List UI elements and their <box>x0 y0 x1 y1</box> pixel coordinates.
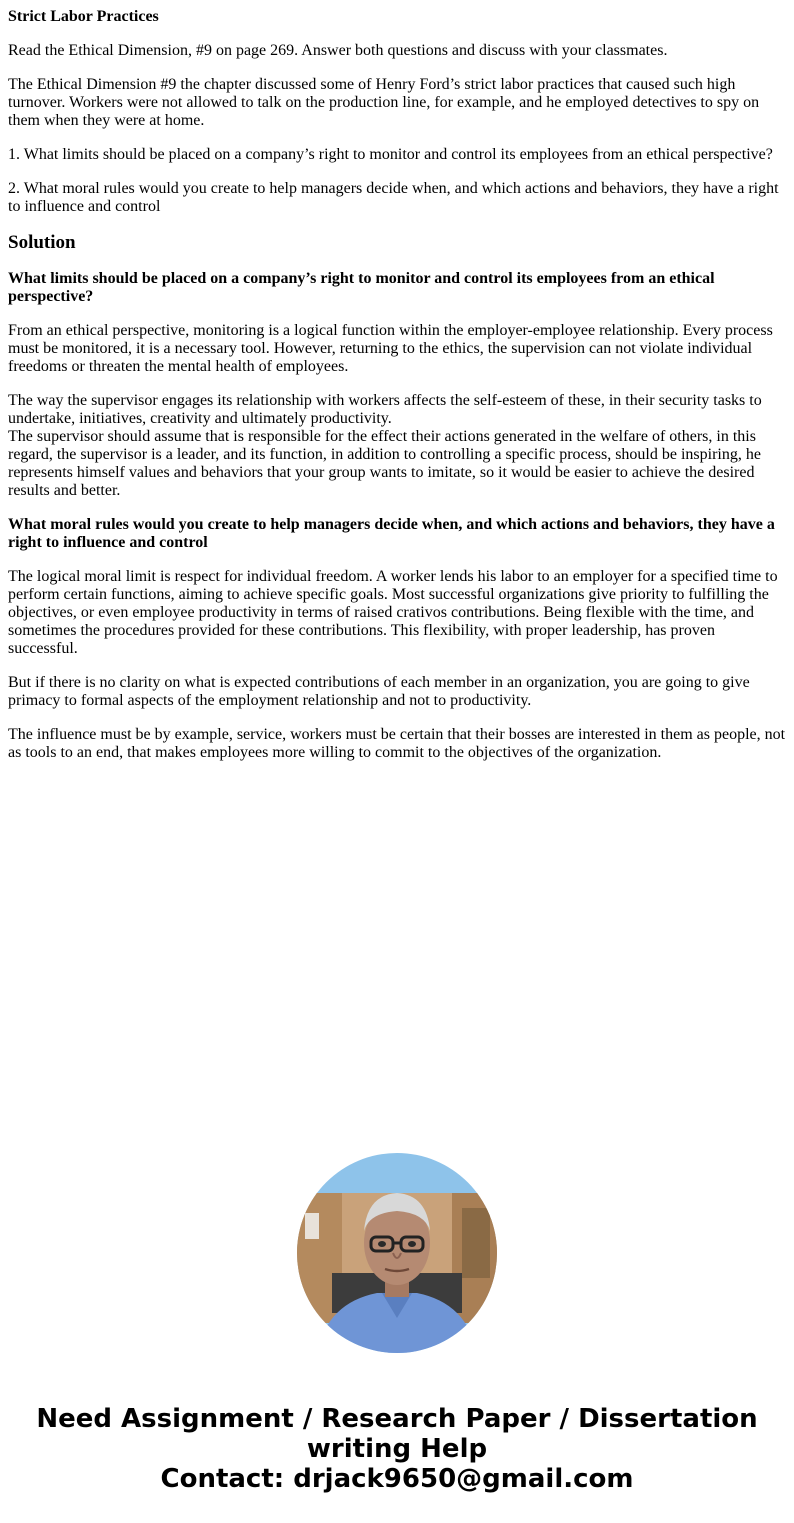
answer-2-paragraph-3: The influence must be by example, service, workers must be certain that their bosses are interested in them as people, not as tools to an end, that makes employees more willing to commit to the objectives of the organization. <box>8 726 786 761</box>
footer-banner <box>0 1404 794 1494</box>
answer-2-paragraph-2: But if there is no clarity on what is expected contributions of each member in an organization, you are going to give primacy to formal aspects of the employment relationship and not to productivity. <box>8 674 750 709</box>
answer-2-heading: What moral rules would you create to help managers decide when, and which actions and behaviors, they have a right to influence and control <box>8 516 775 551</box>
author-portrait-icon <box>297 1153 497 1353</box>
question-context: The Ethical Dimension #9 the chapter discussed some of Henry Ford’s strict labor practices that caused such high turnover. Workers were not allowed to talk on the production line, for example, and he employed detectives to spy on them when they were at home. <box>8 76 760 129</box>
footer-contact-text: Contact: drjack9650@gmail.com <box>160 1464 634 1494</box>
footer-help-text: Need Assignment / Research Paper / Dissertation writing Help <box>36 1404 758 1464</box>
answer-1-heading: What limits should be placed on a company’s right to monitor and control its employees from an ethical perspective? <box>8 270 715 305</box>
question-title: Strict Labor Practices <box>8 8 159 25</box>
solution-heading: Solution <box>8 232 76 253</box>
answer-1-paragraph-3: The supervisor should assume that is responsible for the effect their actions generated in the welfare of others, in this regard, the supervisor is a leader, and its function, in addition to controlling a specific process, should be inspiring, he represents himself values and behaviors that your group wants to imitate, so it would be easier to achieve the desired results and better. <box>8 428 761 499</box>
answer-1-paragraph-2: The way the supervisor engages its relationship with workers affects the self-esteem of these, in their security tasks to undertake, initiatives, creativity and ultimately productivity. <box>8 392 762 427</box>
question-1: 1. What limits should be placed on a company’s right to monitor and control its employees from an ethical perspective? <box>8 146 773 163</box>
answer-1-paragraph-1: From an ethical perspective, monitoring is a logical function within the employer-employee relationship. Every process must be monitored, it is a necessary tool. However, returning to the ethics, the supervision can not violate individual freedoms or threaten the mental health of employees. <box>8 322 773 375</box>
document-body <box>8 8 786 778</box>
answer-2-paragraph-1: The logical moral limit is respect for individual freedom. A worker lends his labor to an employer for a specified time to perform certain functions, aiming to achieve specific goals. Most successful organizations give priority to fulfilling the objectives, or even employee productivity in terms of raised crativos contributions. Being flexible with the time, and sometimes the procedures provided for these contributions. This flexibility, with proper leadership, has proven successful. <box>8 568 778 657</box>
question-2: 2. What moral rules would you create to help managers decide when, and which actions and behaviors, they have a right to influence and control <box>8 180 779 215</box>
author-photo <box>297 1153 497 1353</box>
question-intro: Read the Ethical Dimension, #9 on page 269. Answer both questions and discuss with your classmates. <box>8 42 668 59</box>
